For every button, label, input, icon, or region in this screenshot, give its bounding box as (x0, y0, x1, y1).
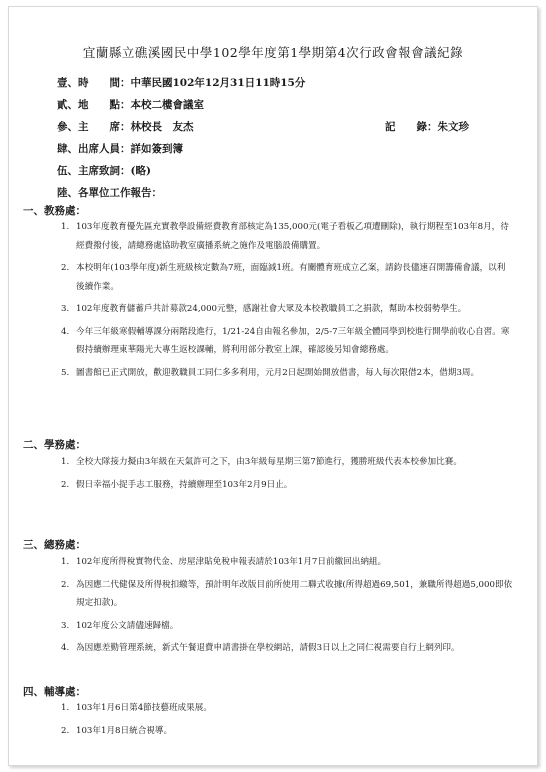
item-text: 102年度教育儲蓄戶共計募款24,000元整，感謝社會大眾及本校教職員工之捐款，幫助本校弱勢學生。 (76, 304, 467, 314)
list-item (61, 259, 513, 296)
meeting-recorder-value: 朱文珍 (437, 121, 469, 133)
meeting-time-label: 壹、時 間： (57, 77, 131, 89)
meeting-time (57, 75, 305, 90)
section-heading-general-affairs: 三、總務處： (23, 539, 86, 551)
list-item (61, 364, 513, 383)
meeting-attendees-label: 肆、出席人員： (57, 143, 131, 155)
item-number: 3. (61, 620, 70, 631)
list-item (61, 476, 513, 495)
item-number: 3. (61, 304, 70, 314)
list-item (61, 576, 513, 613)
list-item (61, 699, 513, 718)
document-page (8, 6, 538, 766)
item-number: 2. (61, 263, 70, 273)
unit-reports-heading: 陸、各單位工作報告： (57, 187, 162, 199)
section-heading-academic: 一、教務處： (23, 205, 86, 217)
meeting-attendees (57, 141, 183, 156)
item-text: 本校明年(103學年度)新生班級核定數為7班，面臨減1班。有關體育班成立乙案，請鈞長儘速召開籌備會議，以利後續作業。 (76, 263, 506, 292)
item-number: 1. (61, 457, 70, 467)
item-text: 102年度公文請儘速歸檔。 (76, 620, 179, 631)
item-number: 2. (61, 479, 70, 490)
item-text: 今年三年級寒假輔導課分兩階段進行，1/21-24自由報名參加，2/5-7三年級全體同學到校進行開學前收心自習。寒假持續辦理東華陽光大專生返校課輔，將利用部分教室上課，確認後另知會總務處。 (76, 326, 510, 355)
item-number: 1. (61, 222, 70, 232)
meeting-place-label: 貳、地 點： (57, 99, 131, 111)
list-item (61, 323, 513, 360)
item-text: 全校大隊接力擬由3年級在天氣許可之下，由3年級每星期三第7節進行，獲勝班級代表本校參加比賽。 (76, 457, 462, 467)
item-text: 為因應二代健保及所得稅扣繳等，預計明年改版目前所使用二聯式收據(所得超過69,501，兼職所得超過5,000即依規定扣款)。 (76, 579, 513, 608)
item-number: 4. (61, 326, 70, 337)
item-text: 103年度教育優先區充實教學設備經費教育部核定為135,000元(電子看板乙項遭刪除)，執行期程至103年8月，待經費撥付後，請總務處協助教室廣播系統之施作及電腦設備購置。 (76, 222, 509, 251)
list-item (61, 553, 513, 572)
list-item (61, 218, 513, 255)
item-number: 2. (61, 579, 70, 590)
item-number: 2. (61, 725, 70, 736)
section-items-counseling (61, 699, 513, 744)
meeting-place-value: 本校二樓會議室 (130, 99, 204, 111)
meeting-time-value: 中華民國102年12月31日11時15分 (130, 77, 306, 89)
document-title: 宜蘭縣立礁溪國民中學102學年度第1學期第4次行政會報會議紀錄 (82, 45, 464, 60)
section-heading-student-affairs: 二、學務處： (23, 439, 86, 451)
section-items-academic (61, 218, 513, 386)
item-number: 1. (61, 703, 70, 713)
item-text: 103年1月8日統合視導。 (76, 725, 173, 736)
section-items-student-affairs (61, 453, 513, 498)
item-text: 為因應差勤管理系統，新式午餐退費申請書掛在學校網站，請假3日以上之同仁視需要自行上網列印。 (76, 643, 460, 653)
item-number: 4. (61, 643, 70, 653)
chair-speech-value: (略) (130, 165, 151, 177)
meeting-chair-value: 林校長 友杰 (130, 121, 194, 133)
meeting-place (57, 97, 204, 112)
item-number: 5. (61, 367, 70, 378)
chair-speech-label: 伍、主席致詞： (57, 165, 131, 177)
meeting-recorder (385, 119, 469, 134)
list-item (61, 722, 513, 741)
item-text: 103年1月6日第4節技藝班成果展。 (76, 703, 212, 713)
meeting-recorder-label: 記 錄： (385, 121, 438, 133)
item-text: 假日幸福小捉手志工服務，持續辦理至103年2月9日止。 (76, 479, 293, 490)
chair-speech (57, 163, 151, 178)
list-item (61, 639, 513, 658)
list-item (61, 453, 513, 472)
item-number: 1. (61, 557, 70, 567)
meeting-attendees-value: 詳如簽到簿 (130, 143, 183, 155)
meeting-chair-label: 參、主 席： (57, 121, 131, 133)
section-items-general-affairs (61, 553, 513, 662)
item-text: 102年度所得稅實物代金、房屋津貼免稅申報表請於103年1月7日前繳回出納組。 (76, 557, 387, 567)
meeting-chair (57, 119, 194, 134)
item-text: 圖書館已正式開放，歡迎教職員工同仁多多利用，元月2日起開始開放借書，每人每次限借2本，借期3周。 (76, 367, 480, 378)
section-heading-counseling: 四、輔導處： (23, 686, 86, 698)
list-item (61, 617, 513, 636)
list-item (61, 300, 513, 319)
